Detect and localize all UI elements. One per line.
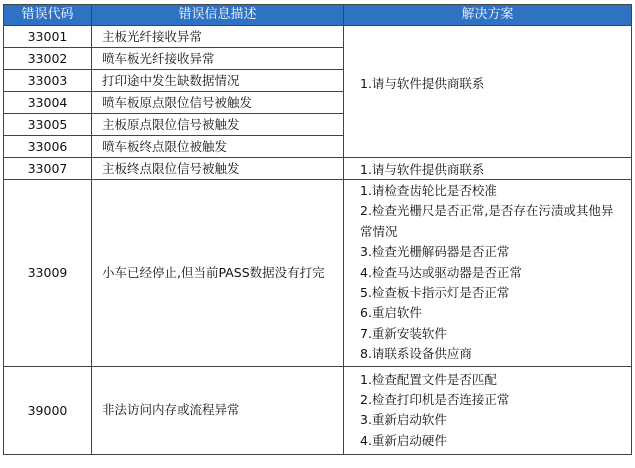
- error-code-cell: 39000: [4, 366, 92, 455]
- solution-cell: [344, 26, 632, 158]
- solution-line: 1.检查配置文件是否匹配: [360, 371, 497, 387]
- error-code-table: [3, 4, 632, 455]
- table-row: [4, 366, 632, 455]
- table-header-row: [4, 5, 632, 26]
- error-description-cell: 打印途中发生缺数据情况: [92, 70, 344, 92]
- header-solution: 解决方案: [344, 5, 632, 26]
- error-description-cell: 主板光纤接收异常: [92, 26, 344, 48]
- solution-line: 3.检查光栅解码器是否正常: [360, 244, 510, 260]
- table-row: [4, 26, 632, 48]
- header-error-description: 错误信息描述: [92, 5, 344, 26]
- solution-line: 2.检查光栅尺是否正常,是否存在污渍或其他异常情况: [360, 203, 614, 239]
- error-code-cell: 33006: [4, 136, 92, 158]
- solution-line: 5.检查板卡指示灯是否正常: [360, 285, 510, 301]
- error-description-cell: 喷车板光纤接收异常: [92, 48, 344, 70]
- solution-line: 1.请与软件提供商联系: [360, 76, 485, 92]
- error-description-cell: 喷车板终点限位被触发: [92, 136, 344, 158]
- solution-line: 1.请检查齿轮比是否校准: [360, 183, 497, 198]
- solution-line: 6.重启软件: [360, 305, 422, 321]
- error-description-cell: 主板原点限位信号被触发: [92, 114, 344, 136]
- solution-line: 4.检查马达或驱动器是否正常: [360, 264, 522, 280]
- table-row: [4, 180, 632, 367]
- solution-cell: [344, 366, 632, 455]
- solution-line: 8.请联系设备供应商: [360, 346, 472, 362]
- error-code-cell: 33009: [4, 180, 92, 367]
- error-description-cell: 非法访问内存或流程异常: [92, 366, 344, 455]
- solution-line: 7.重新安装软件: [360, 325, 447, 341]
- error-code-cell: 33001: [4, 26, 92, 48]
- error-description-cell: 喷车板原点限位信号被触发: [92, 92, 344, 114]
- error-description-cell: 小车已经停止,但当前PASS数据没有打完: [92, 180, 344, 367]
- solution-line: 4.重新启动硬件: [360, 432, 447, 448]
- solution-line: 2.检查打印机是否连接正常: [360, 392, 510, 408]
- error-description-cell: 主板终点限位信号被触发: [92, 158, 344, 180]
- header-error-code: 错误代码: [4, 5, 92, 26]
- solution-cell: [344, 180, 632, 367]
- error-code-cell: 33007: [4, 158, 92, 180]
- table-row: [4, 158, 632, 180]
- error-code-cell: 33003: [4, 70, 92, 92]
- solution-cell: 1.请与软件提供商联系: [344, 158, 632, 180]
- solution-line: 3.重新启动软件: [360, 412, 447, 428]
- error-code-cell: 33005: [4, 114, 92, 136]
- error-code-cell: 33002: [4, 48, 92, 70]
- error-code-cell: 33004: [4, 92, 92, 114]
